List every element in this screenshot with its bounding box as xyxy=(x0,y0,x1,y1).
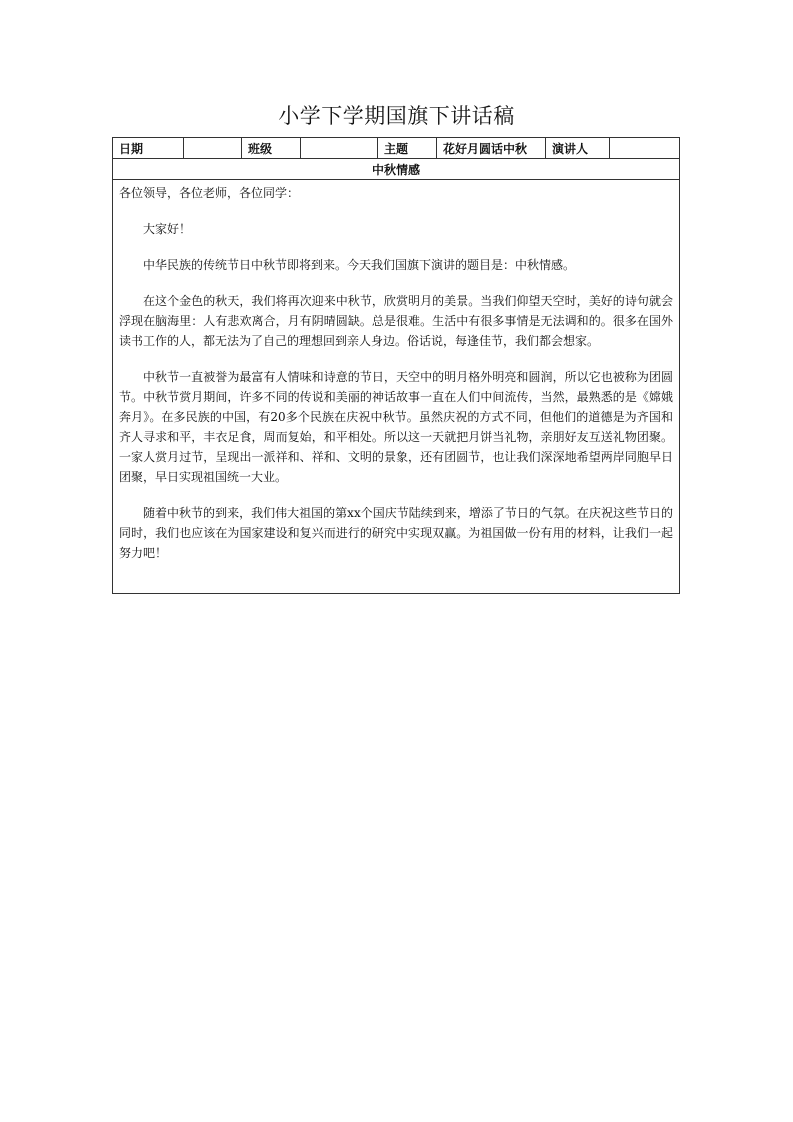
class-value xyxy=(301,138,378,159)
speech-paragraph: 在这个金色的秋天，我们将再次迎来中秋节，欣赏明月的美景。当我们仰望天空时，美好的诗句就会浮现在脑海里：人有悲欢离合，月有阴晴圆缺。总是很难。生活中有很多事情是无法调和的。很多在国外读书工作的人，都无法为了自己的理想回到亲人身边。俗话说，每逢佳节，我们都会想家。 xyxy=(119,294,673,348)
speech-info-table xyxy=(112,137,680,594)
document-title: 小学下学期国旗下讲话稿 xyxy=(278,104,515,128)
topic-row xyxy=(113,159,680,180)
info-row xyxy=(113,138,680,159)
topic-cell: 中秋情感 xyxy=(113,159,680,180)
date-label: 日期 xyxy=(113,138,184,159)
speech-body-row xyxy=(113,180,680,594)
speech-paragraph: 大家好！ xyxy=(143,222,192,236)
speech-body xyxy=(113,180,680,594)
date-value xyxy=(184,138,242,159)
class-label: 班级 xyxy=(242,138,301,159)
speaker-label: 演讲人 xyxy=(546,138,610,159)
speaker-value xyxy=(610,138,680,159)
subject-value: 花好月圆话中秋 xyxy=(437,138,546,159)
subject-label: 主题 xyxy=(378,138,437,159)
speech-paragraph: 随着中秋节的到来，我们伟大祖国的第xx个国庆节陆续到来，增添了节日的气氛。在庆祝这些节日的同时，我们也应该在为国家建设和复兴而进行的研究中实现双赢。为祖国做一份有用的材料，让我们一起努力吧！ xyxy=(119,506,673,560)
speech-greeting: 各位领导，各位老师，各位同学： xyxy=(119,186,300,200)
speech-paragraph: 中秋节一直被誉为最富有人情味和诗意的节日，天空中的明月格外明亮和圆润，所以它也被称为团圆节。中秋节赏月期间，许多不同的传说和美丽的神话故事一直在人们中间流传，当然，最熟悉的是《嫦娥奔月》。在多民族的中国，有20多个民族在庆祝中秋节。虽然庆祝的方式不同，但他们的道德是为齐国和齐人寻求和平，丰衣足食，周而复始，和平相处。所以这一天就把月饼当礼物，亲朋好友互送礼物团聚。一家人赏月过节，呈现出一派祥和、祥和、文明的景象，还有团圆节，也让我们深深地希望两岸同胞早日团聚，早日实现祖国统一大业。 xyxy=(119,370,673,484)
speech-paragraph: 中华民族的传统节日中秋节即将到来。今天我们国旗下演讲的题目是：中秋情感。 xyxy=(143,258,576,272)
